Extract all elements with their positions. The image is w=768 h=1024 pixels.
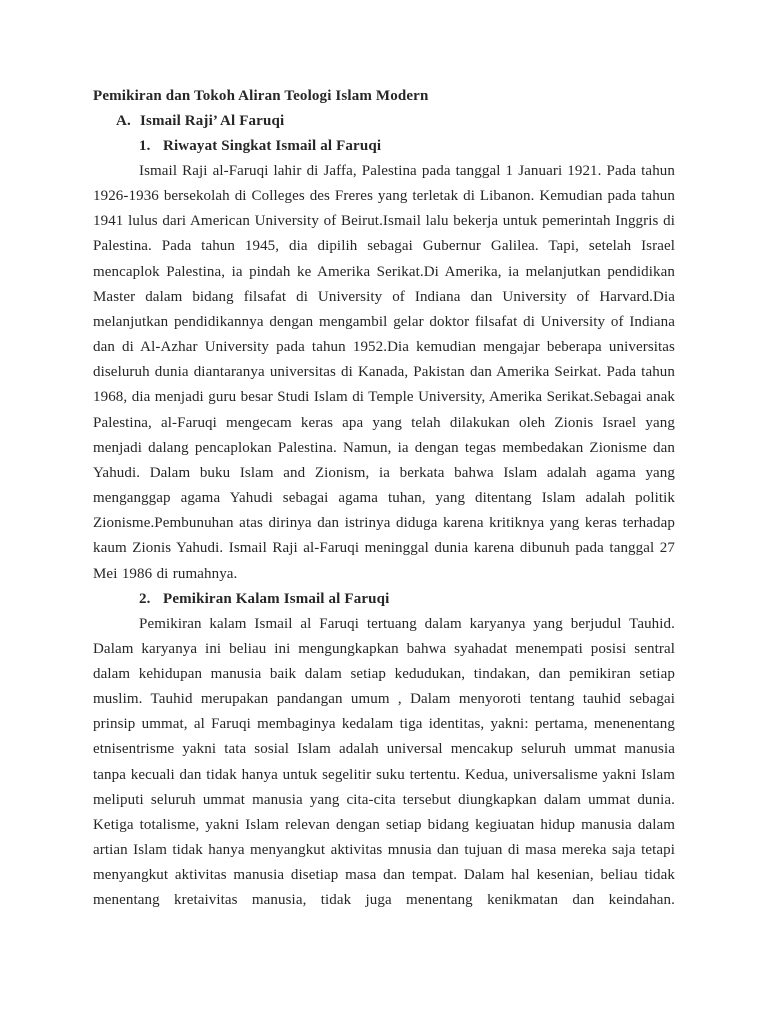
document-page <box>93 84 675 914</box>
document-title: Pemikiran dan Tokoh Aliran Teologi Islam Modern <box>93 88 429 104</box>
section-a-heading <box>93 109 675 134</box>
subsection-2-title: Pemikiran Kalam Ismail al Faruqi <box>163 590 390 607</box>
subsection-2-heading <box>93 587 675 612</box>
subsection-2-number: 2. <box>139 590 151 607</box>
subsection-1-heading <box>93 134 675 159</box>
section-a-title: Ismail Raji’ Al Faruqi <box>140 113 285 129</box>
subsection-2-paragraph: Pemikiran kalam Ismail al Faruqi tertuang dalam karyanya yang berjudul Tauhid. Dalam karyanya ini beliau ini mengungkapkan bahwa syahadat menempati posisi sentral dalam kehidupan manusia baik dalam setiap kedudukan, tindakan, dan pemikiran setiap muslim. Tauhid merupakan pandangan umum , Dalam menyoroti tentang tauhid sebagai prinsip ummat, al Faruqi membaginya kedalam tiga identitas, yakni: pertama, menenentang etnisentrisme yakni tata sosial Islam adalah universal mencakup seluruh ummat manusia tanpa kecuali dan tidak hanya untuk segelitir suku tertentu. Kedua, universalisme yakni Islam meliputi seluruh ummat manusia yang cita-cita tersebut diungkapkan dalam ummat dunia. Ketiga totalisme, yakni Islam relevan dengan setiap bidang kegiuatan hidup manusia dalam artian Islam tidak hanya menyangkut aktivitas mnusia dan tujuan di masa mereka saja tetapi menyangkut aktivitas manusia disetiap masa dan tempat. Dalam hal kesenian, beliau tidak menentang kretaivitas manusia, tidak juga menentang kenikmatan dan keindahan. <box>93 615 675 909</box>
section-a-marker: A. <box>116 113 131 129</box>
subsection-1-paragraph: Ismail Raji al-Faruqi lahir di Jaffa, Palestina pada tanggal 1 Januari 1921. Pada tahun 1926-1936 bersekolah di Colleges des Freres yang terletak di Libanon. Kemudian pada tahun 1941 lulus dari American University of Beirut.Ismail lalu bekerja untuk pemerintah Inggris di Palestina. Pada tahun 1945, dia dipilih sebagai Gubernur Galilea. Tapi, setelah Israel mencaplok Palestina, ia pindah ke Amerika Serikat.Di Amerika, ia melanjutkan pendidikan Master dalam bidang filsafat di University of Indiana dan University of Harvard.Dia melanjutkan pendidikannya dengan mengambil gelar doktor filsafat di University of Indiana dan di Al-Azhar University pada tahun 1952.Dia kemudian mengajar beberapa universitas diseluruh dunia diantaranya universitas di Kanada, Pakistan dan Amerika Seirkat. Pada tahun 1968, dia menjadi guru besar Studi Islam di Temple University, Amerika Serikat.Sebagai anak Palestina, al-Faruqi mengecam keras apa yang telah dilakukan oleh Zionis Israel yang menjadi dalang pencaplokan Palestina. Namun, ia dengan tegas membedakan Zionisme dan Yahudi. Dalam buku Islam and Zionism, ia berkata bahwa Islam adalah agama yang menganggap agama Yahudi sebagai agama tuhan, yang ditentang Islam adalah politik Zionisme.Pembunuhan atas dirinya dan istrinya diduga karena kritiknya yang keras terhadap kaum Zionis Yahudi. Ismail Raji al-Faruqi meninggal dunia karena dibunuh pada tanggal 27 Mei 1986 di rumahnya. <box>93 163 675 582</box>
subsection-1-number: 1. <box>139 138 151 154</box>
subsection-1-title: Riwayat Singkat Ismail al Faruqi <box>163 138 382 154</box>
